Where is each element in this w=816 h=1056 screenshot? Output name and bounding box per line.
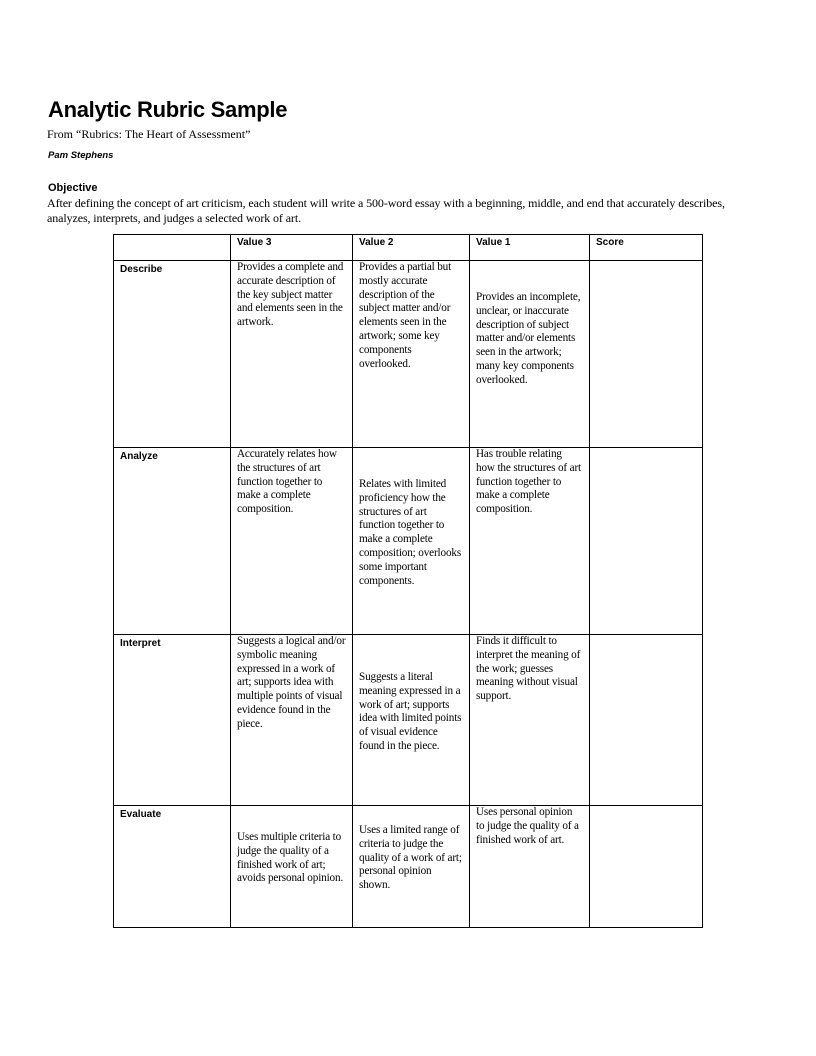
criterion-cell [114, 806, 231, 928]
value-1-cell [470, 806, 590, 928]
value-3-cell [231, 261, 353, 448]
value-1-cell [470, 261, 590, 448]
criterion-describe: Describe [120, 264, 163, 275]
rubric-row-interpret [114, 635, 703, 806]
describe-value-1: Provides an incomplete, unclear, or inaccurate description of subject matter and/or elements seen in the artwork; many key components overlooked. [476, 291, 581, 386]
header-label-value-3: Value 3 [237, 237, 272, 248]
value-1-cell [470, 635, 590, 806]
header-label-value-1: Value 1 [476, 237, 511, 248]
criterion-interpret: Interpret [120, 638, 161, 649]
interpret-value-3: Suggests a logical and/or symbolic meaning expressed in a work of art; supports idea with multiple points of visual evidence found in the piece. [237, 635, 346, 730]
header-label-criterion [114, 235, 230, 237]
score-cell[interactable] [590, 806, 703, 928]
interpret-value-1: Finds it difficult to interpret the meaning of the work; guesses meaning without visual support. [476, 635, 581, 703]
criterion-evaluate: Evaluate [120, 809, 162, 820]
value-1-cell [470, 448, 590, 635]
header-cell-score [590, 235, 703, 261]
score-cell[interactable] [590, 448, 703, 635]
rubric-table [113, 234, 703, 928]
evaluate-value-3: Uses multiple criteria to judge the quality of a finished work of art; avoids personal opinion. [237, 831, 344, 885]
author-name: Pam Stephens [48, 150, 114, 161]
score-cell[interactable] [590, 635, 703, 806]
criterion-cell [114, 635, 231, 806]
value-2-cell [353, 635, 470, 806]
header-label-score: Score [596, 237, 624, 248]
objective-heading: Objective [48, 182, 98, 194]
rubric-row-evaluate [114, 806, 703, 928]
objective-text: After defining the concept of art criticism, each student will write a 500-word essay with a beginning, middle, and end that accurately describes, analyzes, interprets, and judges a selected work of art. [47, 196, 725, 225]
value-3-cell [231, 448, 353, 635]
header-cell-criterion [114, 235, 231, 261]
describe-value-2: Provides a partial but mostly accurate description of the subject matter and/or elements seen in the artwork; some key components overlooked. [359, 261, 452, 370]
header-cell-value-1 [470, 235, 590, 261]
rubric-header-row [114, 235, 703, 261]
evaluate-value-1: Uses personal opinion to judge the quality of a finished work of art. [476, 806, 579, 846]
interpret-value-2: Suggests a literal meaning expressed in a work of art; supports idea with limited points of visual evidence found in the piece. [359, 671, 462, 752]
analyze-value-1: Has trouble relating how the structures of art function together to make a complete composition. [476, 448, 581, 516]
rubric-row-analyze [114, 448, 703, 635]
page-title: Analytic Rubric Sample [48, 97, 288, 122]
analyze-value-3: Accurately relates how the structures of art function together to make a complete composition. [237, 448, 337, 516]
header-cell-value-2 [353, 235, 470, 261]
criterion-analyze: Analyze [120, 451, 158, 462]
evaluate-value-2: Uses a limited range of criteria to judge the quality of a work of art; personal opinion shown. [359, 824, 462, 892]
value-2-cell [353, 448, 470, 635]
rubric-row-describe [114, 261, 703, 448]
value-2-cell [353, 806, 470, 928]
value-2-cell [353, 261, 470, 448]
analyze-value-2: Relates with limited proficiency how the structures of art function together to make a complete composition; overlooks some important components. [359, 478, 462, 587]
describe-value-3: Provides a complete and accurate description of the key subject matter and elements seen in the artwork. [237, 261, 344, 329]
criterion-cell [114, 261, 231, 448]
source-line: From “Rubrics: The Heart of Assessment” [47, 127, 251, 141]
criterion-cell [114, 448, 231, 635]
value-3-cell [231, 806, 353, 928]
header-cell-value-3 [231, 235, 353, 261]
header-label-value-2: Value 2 [359, 237, 394, 248]
value-3-cell [231, 635, 353, 806]
score-cell[interactable] [590, 261, 703, 448]
